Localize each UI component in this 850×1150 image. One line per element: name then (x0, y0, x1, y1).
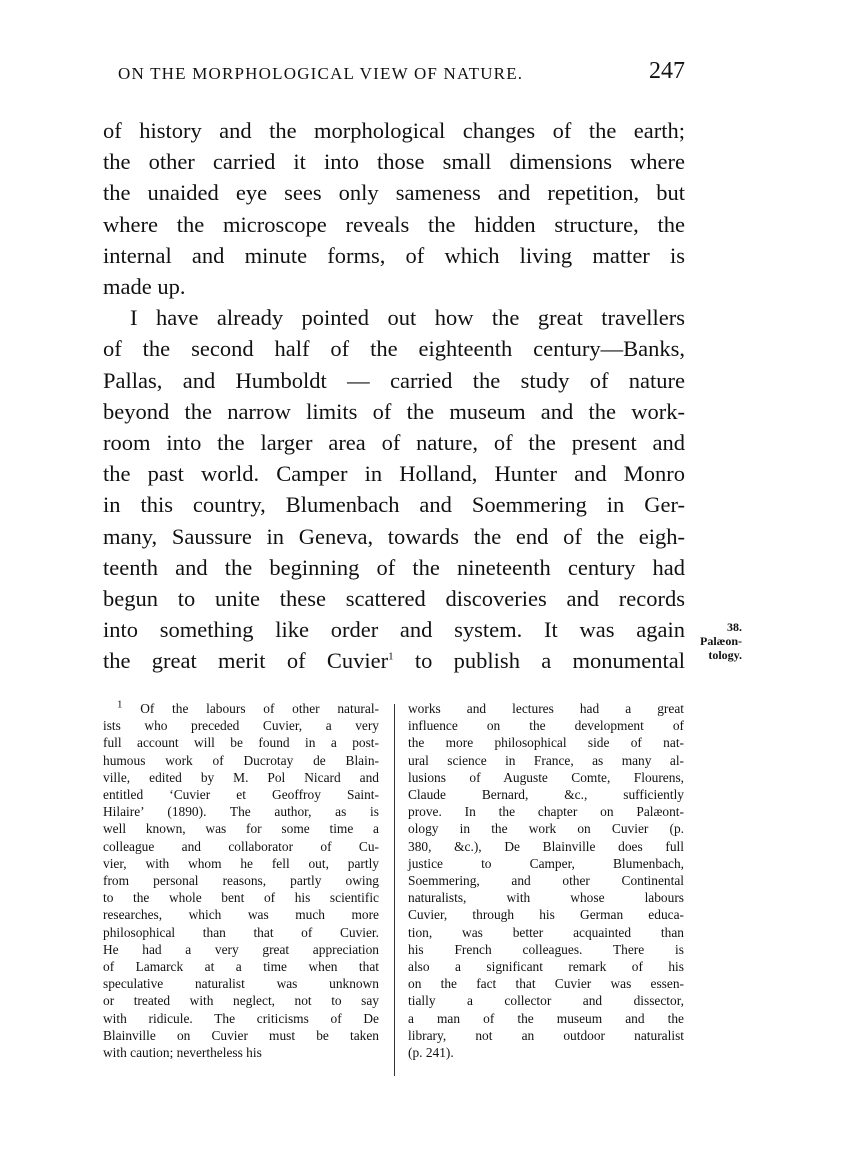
footnote-left-column (103, 700, 379, 1061)
footnote-marker: 1 (117, 698, 123, 711)
footnote-line: He had a very great appreciation (103, 941, 379, 957)
text-line: begun to unite these scattered discoveries and records (103, 586, 685, 612)
footnote-line: Blainville on Cuvier must be taken (103, 1027, 379, 1043)
margin-note-line: Palæon- (700, 634, 742, 648)
text-line: internal and minute forms, of which living matter is (103, 242, 685, 268)
text-line: where the microscope reveals the hidden structure, the (103, 211, 685, 237)
footnote-line: Claude Bernard, &c., sufficiently (408, 787, 684, 803)
footnote-line: Hilaire’ (1890). The author, as is (103, 804, 379, 820)
footnote-line: also a significant remark of his (408, 959, 684, 975)
text-line: beyond the narrow limits of the museum and the work- (103, 398, 685, 424)
text-line: of history and the morphological changes of the earth; (103, 118, 685, 143)
text-line: Pallas, and Humboldt — carried the study of nature (103, 367, 685, 393)
running-head: ON THE MORPHOLOGICAL VIEW OF NATURE. (118, 64, 524, 83)
footnote-line: from personal reasons, partly owing (103, 873, 379, 889)
text-line: of the second half of the eighteenth century—Banks, (103, 336, 685, 362)
footnote-line: library, not an outdoor naturalist (408, 1027, 684, 1043)
text-line: the past world. Camper in Holland, Hunter and Monro (103, 461, 685, 487)
paragraph-1 (103, 115, 685, 302)
footnote-line: his French colleagues. There is (408, 941, 684, 957)
text-line: many, Saussure in Geneva, towards the end of the eigh- (103, 523, 685, 549)
footnote-line: colleague and collaborator of Cu- (103, 838, 379, 854)
footnote-line: or treated with neglect, not to say (103, 993, 379, 1009)
text-fragment: to publish a monumental (393, 648, 685, 674)
footnote-line: with caution; nevertheless his (103, 1045, 262, 1061)
margin-note-number: 38. (727, 620, 742, 634)
footnote-line: philosophical than that of Cuvier. (103, 924, 379, 940)
footnote-line: tion, was better acquainted than (408, 924, 684, 940)
footnote-line: to the whole bent of his scientific (103, 890, 379, 906)
text-line: the unaided eye sees only sameness and repetition, but (103, 180, 685, 206)
text-line: made up. (103, 274, 186, 300)
footnote-line: speculative naturalist was unknown (103, 976, 379, 992)
page-number: 247 (649, 58, 685, 84)
footnote-line: naturalists, with whose labours (408, 890, 684, 906)
footnote-line: with ridicule. The criticisms of De (103, 1010, 379, 1026)
footnote-line: Soemmering, and other Continental (408, 873, 684, 889)
margin-note (690, 620, 742, 662)
footnote-line: (p. 241). (408, 1045, 454, 1061)
footnote-text: Of the labours of other natural- (140, 701, 379, 716)
text-line: in this country, Blumenbach and Soemmering in Ger- (103, 492, 685, 518)
footnote-line: ology in the work on Cuvier (p. (408, 821, 684, 837)
footnote-line: ville, edited by M. Pol Nicard and (103, 769, 379, 785)
column-divider (394, 704, 395, 1076)
footnote-line: full account will be found in a post- (103, 735, 379, 751)
body-text (103, 115, 685, 677)
footnote-line: of Lamarck at a time when that (103, 959, 379, 975)
footnote-line: influence on the development of (408, 718, 684, 734)
footnote-line: prove. In the chapter on Palæont- (408, 804, 684, 820)
footnote-right-column (408, 700, 684, 1061)
text-line: teenth and the beginning of the nineteenth century had (103, 554, 685, 580)
page-header (118, 60, 685, 88)
text-fragment: the great merit of Cuvier (103, 648, 389, 674)
text-line: room into the larger area of nature, of the present and (103, 430, 685, 456)
footnote-line: researches, which was much more (103, 907, 379, 923)
footnote-line: tially a collector and dissector, (408, 993, 684, 1009)
footnote-line: works and lectures had a great (408, 701, 684, 716)
footnote-line: lusions of Auguste Comte, Flourens, (408, 769, 684, 785)
footnote-line: justice to Camper, Blumenbach, (408, 855, 684, 871)
text-line: the other carried it into those small dimensions where (103, 149, 685, 175)
footnote-line: a man of the museum and the (408, 1010, 684, 1026)
footnote-ref: 1 (388, 650, 394, 663)
footnote-line: vier, with whom he fell out, partly (103, 855, 379, 871)
text-line (103, 645, 685, 676)
paragraph-2 (103, 302, 685, 676)
footnote-line: ists who preceded Cuvier, a very (103, 718, 379, 734)
footnote-line: entitled ‘Cuvier et Geoffroy Saint- (103, 787, 379, 803)
footnote-line: the more philosophical side of nat- (408, 735, 684, 751)
footnotes (103, 700, 685, 1080)
margin-note-line: tology. (708, 648, 742, 662)
footnote-line: Cuvier, through his German educa- (408, 907, 684, 923)
footnote-line: ural science in France, as many al- (408, 752, 684, 768)
footnote-line: on the fact that Cuvier was essen- (408, 976, 684, 992)
footnote-line: 380, &c.), De Blainville does full (408, 838, 684, 854)
footnote-line (103, 700, 379, 717)
footnote-line: humous work of Ducrotay de Blain- (103, 752, 379, 768)
text-line: into something like order and system. It was again (103, 617, 685, 643)
footnote-line: well known, was for some time a (103, 821, 379, 837)
text-line: I have already pointed out how the great travellers (130, 305, 685, 331)
